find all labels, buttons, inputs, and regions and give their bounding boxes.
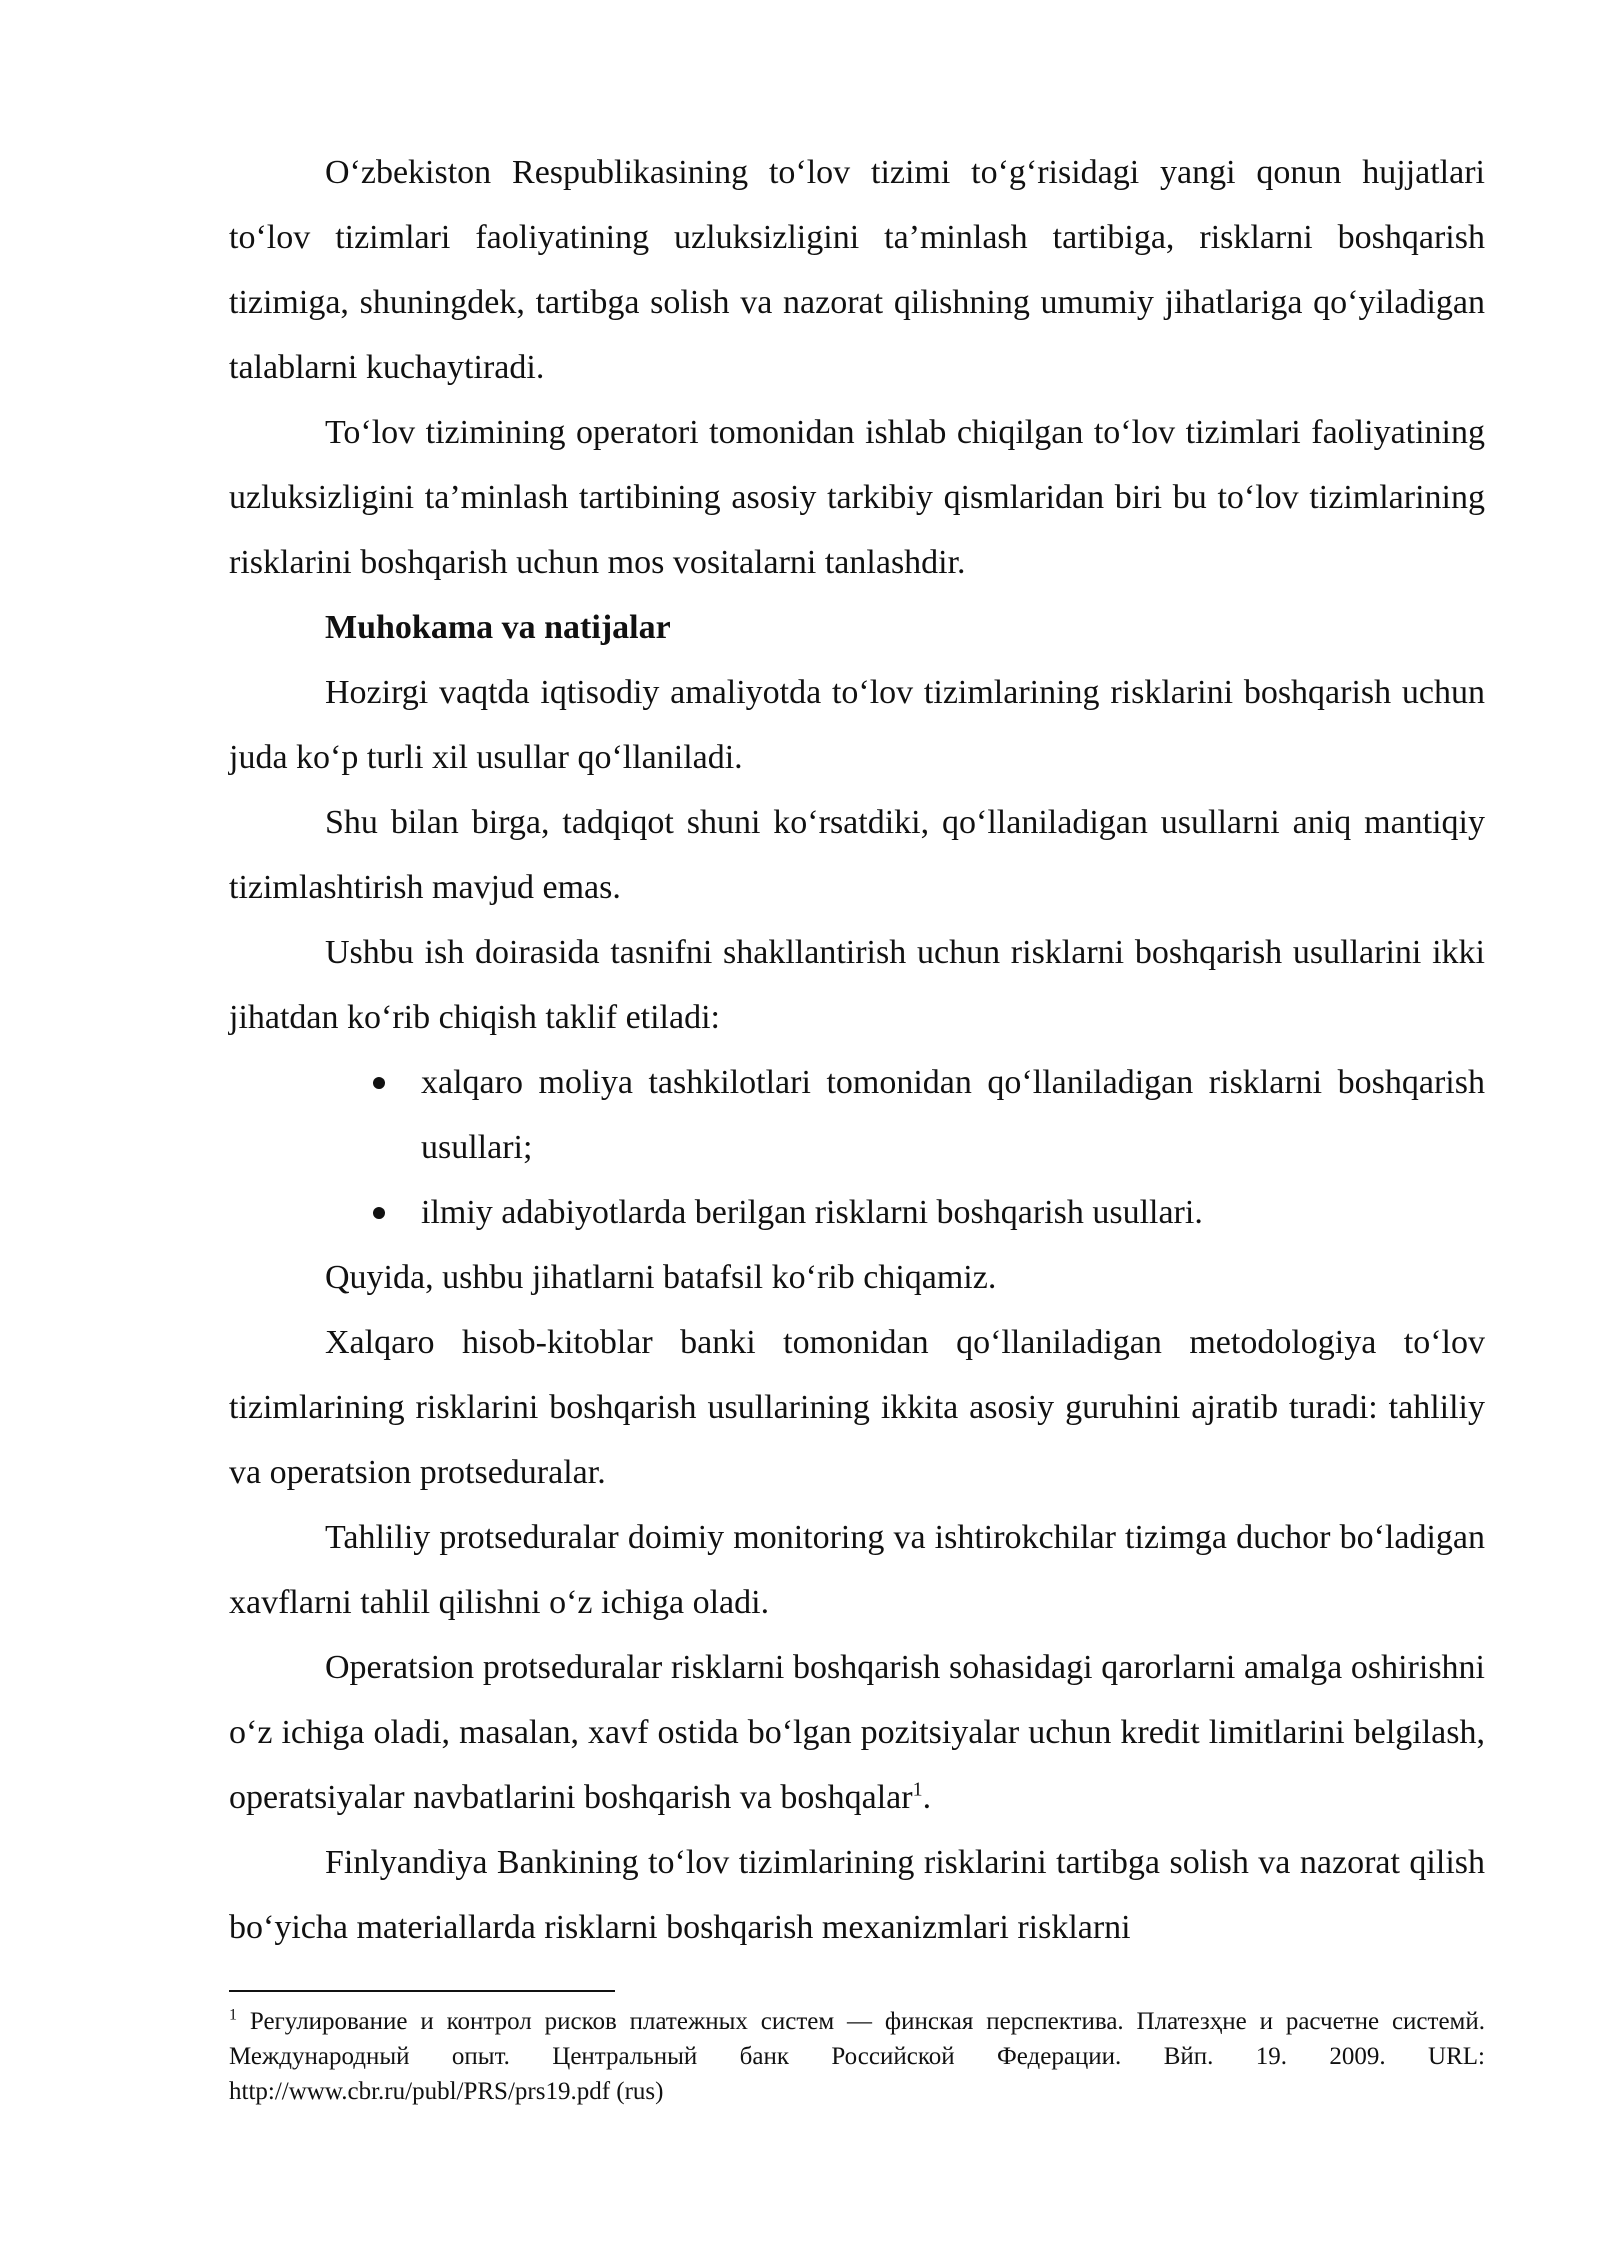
- bullet-list: [229, 1050, 1485, 1245]
- document-body: [229, 140, 1485, 1960]
- paragraph: Shu bilan birga, tadqiqot shuni ko‘rsatdiki, qo‘llaniladigan usullarni aniq mantiqiy tizimlashtirish mavjud emas.: [229, 804, 1485, 906]
- paragraph: Finlyandiya Bankining to‘lov tizimlarining risklarini tartibga solish va nazorat qilish bo‘yicha materiallarda risklarni boshqarish mexanizmlari risklarni: [229, 1844, 1485, 1946]
- list-item: [229, 1180, 1485, 1245]
- list-item: [229, 1050, 1485, 1180]
- paragraph: Hozirgi vaqtda iqtisodiy amaliyotda to‘lov tizimlarining risklarini boshqarish uchun juda ko‘p turli xil usullar qo‘llaniladi.: [229, 674, 1485, 776]
- bullet-icon: [373, 1077, 385, 1089]
- list-item-text: ilmiy adabiyotlarda berilgan risklarni boshqarish usullari.: [421, 1194, 1203, 1231]
- bullet-icon: [373, 1207, 385, 1219]
- paragraph: Ushbu ish doirasida tasnifni shakllantirish uchun risklarni boshqarish usullarini ikki jihatdan ko‘rib chiqish taklif etiladi:: [229, 934, 1485, 1036]
- section-heading: Muhokama va natijalar: [325, 609, 671, 646]
- paragraph: O‘zbekiston Respublikasining to‘lov tizimi to‘g‘risidagi yangi qonun hujjatlari to‘lov tizimlari faoliyatining uzluksizligini ta’minlash tartibiga, risklarni boshqarish tizimiga, shuningdek, tartibga solish va nazorat qilishning umumiy jihatlariga qo‘yiladigan talablarni kuchaytiradi.: [229, 154, 1485, 386]
- paragraph: Xalqaro hisob-kitoblar banki tomonidan qo‘llaniladigan metodologiya to‘lov tizimlarining risklarini boshqarish usullarining ikkita asosiy guruhini ajratib turadi: tahliliy va operatsion protseduralar.: [229, 1324, 1485, 1491]
- paragraph-text: Operatsion protseduralar risklarni boshqarish sohasidagi qarorlarni amalga oshirishni o‘z ichiga oladi, masalan, xavf ostida bo‘lgan pozitsiyalar uchun kredit limitlarini belgilash, operatsiyalar navbatlarini boshqarish va boshqalar: [229, 1649, 1485, 1816]
- paragraph-with-footnote: [229, 1635, 1485, 1830]
- footnote-reference[interactable]: 1: [912, 1778, 923, 1801]
- footnote-mark: 1: [229, 2006, 237, 2024]
- paragraph: Tahliliy protseduralar doimiy monitoring va ishtirokchilar tizimga duchor bo‘ladigan xavflarni tahlil qilishni o‘z ichiga oladi.: [229, 1519, 1485, 1621]
- footnote: [229, 2004, 1485, 2109]
- paragraph-end: .: [922, 1779, 932, 1816]
- paragraph: Quyida, ushbu jihatlarni batafsil ko‘rib chiqamiz.: [325, 1259, 997, 1296]
- list-item-text: xalqaro moliya tashkilotlari tomonidan qo‘llaniladigan risklarni boshqarish usullari;: [421, 1064, 1485, 1166]
- paragraph: To‘lov tizimining operatori tomonidan ishlab chiqilgan to‘lov tizimlari faoliyatining uzluksizligini ta’minlash tartibining asosiy tarkibiy qismlaridan biri bu to‘lov tizimlarining risklarini boshqarish uchun mos vositalarni tanlashdir.: [229, 414, 1485, 581]
- footnote-text: Регулирование и контрол рисков платежных систем — финская перспектива. Платезҳне и расчетне системй. Международный опыт. Центральный банк Российской Федерации. Вйп. 19. 2009. URL: http://www.cbr.ru/publ/PRS/prs19.pdf (rus): [229, 2008, 1485, 2105]
- footnote-separator: [229, 1990, 615, 1992]
